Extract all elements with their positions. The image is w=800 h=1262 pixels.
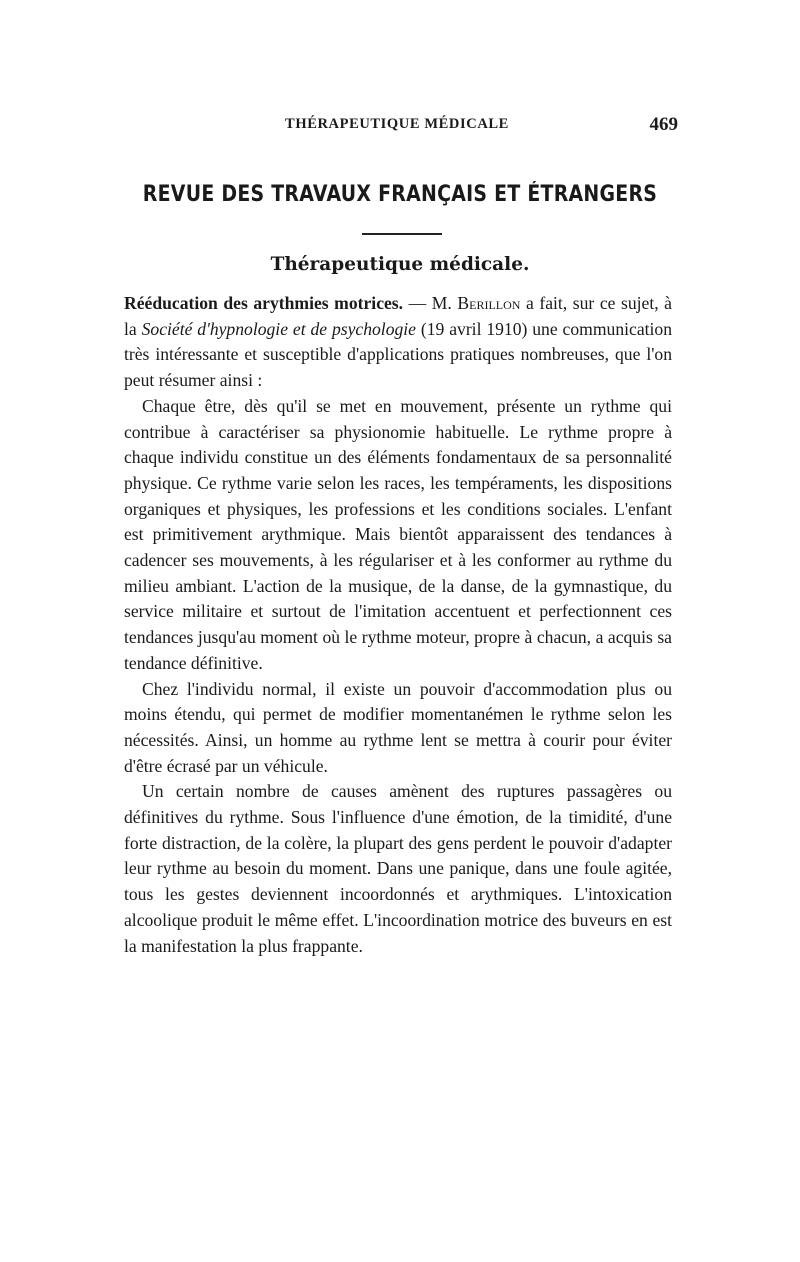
running-title: THÉRAPEUTIQUE MÉDICALE	[285, 116, 509, 132]
paragraph-3: Chez l'individu normal, il existe un pouvoir d'accommodation plus ou moins étendu, qui permet de modifier momentanémen le rythme selon les nécessités. Ainsi, un homme au rythme lent se mettra à courir pour éviter d'être écrasé par un véhicule.	[124, 678, 672, 776]
paragraph-1-text-a: a fait, sur ce sujet, à la	[124, 293, 672, 339]
running-head	[122, 114, 678, 140]
paragraph-1-text-b: (19 avril 1910) une communication très intéressante et susceptible d'applications pratiques nombreuses, que l'on peut résumer ainsi :	[124, 318, 672, 391]
section-title: REVUE DES TRAVAUX FRANÇAIS ET ÉTRANGERS	[142, 182, 658, 207]
paragraph-1	[124, 291, 672, 394]
page-number: 469	[649, 114, 678, 135]
article-body	[124, 291, 672, 959]
lead-dash: — M.	[403, 293, 458, 313]
paragraph-2: Chaque être, dès qu'il se met en mouvement, présente un rythme qui contribue à caractériser sa physionomie habituelle. Le rythme propre à chaque individu constitue un des éléments fondamentaux de sa personnalité physique. Ce rythme varie selon les races, les tempéraments, les dispositions organiques et physiques, les professions et les conditions sociales. L'enfant est primitivement arythmique. Mais bientôt apparaissent des tendances à cadencer ses mouvements, à les régulariser et à les conformer au rythme du milieu ambiant. L'action de la musique, de la danse, de la gymnastique, du service militaire et surtout de l'imitation accentuent et perfectionnent ces tendances jusqu'au moment où le rythme moteur, propre à chacun, a acquis sa tendance définitive.	[124, 395, 672, 673]
article-lead-title: Rééducation des arythmies motrices.	[124, 293, 404, 313]
author-name: Berillon	[457, 293, 521, 313]
society-name: Société d'hypnologie et de psychologie	[141, 318, 416, 339]
subsection-title: Thérapeutique médicale.	[270, 254, 530, 275]
title-rule	[362, 233, 442, 235]
paragraph-4: Un certain nombre de causes amènent des ruptures passagères ou définitives du rythme. Sous l'influence d'une émotion, de la timidité, d'une forte distraction, de la colère, la plupart des gens perdent le pouvoir d'adapter leur rythme au besoin du moment. Dans une panique, dans une foule agitée, tous les gestes deviennent incoordonnés et arythmiques. L'intoxication alcoolique produit le même effet. L'incoordination motrice des buveurs en est la manifestation la plus frappante.	[124, 781, 672, 956]
